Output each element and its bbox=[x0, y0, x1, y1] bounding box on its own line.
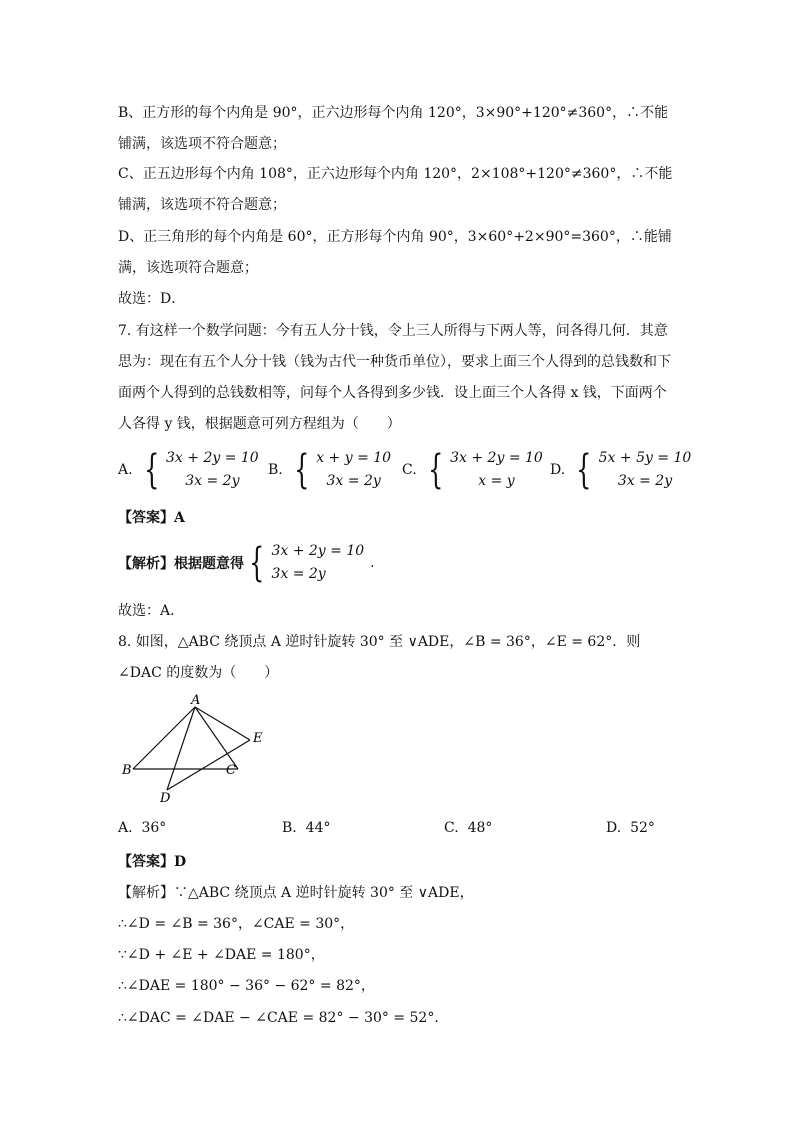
q8-option-c bbox=[444, 820, 492, 836]
brace-icon: { bbox=[293, 447, 310, 493]
option-label: B. bbox=[282, 820, 297, 836]
option-label: A. bbox=[118, 462, 133, 478]
equation: 3x = 2y bbox=[617, 473, 673, 489]
text-line: 满，该选项符合题意； bbox=[118, 260, 258, 276]
text-line: 铺满，该选项不符合题意； bbox=[118, 136, 286, 152]
text-line: C、正五边形每个内角 108°，正六边形每个内角 120°，2×108°+120°≠360°，∴不能 bbox=[118, 166, 673, 182]
segment-ae bbox=[195, 707, 250, 740]
option-label: C. bbox=[444, 820, 459, 836]
vertex-a-label: A bbox=[191, 693, 201, 708]
q8-analysis-line: ∵∠D + ∠E + ∠DAE = 180°， bbox=[118, 947, 325, 963]
equation: 5x + 5y = 10 bbox=[598, 450, 692, 466]
vertex-c-label: C bbox=[226, 763, 236, 778]
q7-choose: 故选：A． bbox=[118, 603, 185, 619]
option-label: C. bbox=[402, 462, 417, 478]
equation: x + y = 10 bbox=[316, 450, 392, 466]
q8-analysis-line: 【解析】∵△ABC 绕顶点 A 逆时针旋转 30° 至 ∨ADE， bbox=[118, 885, 474, 901]
text-line: 铺满，该选项不符合题意； bbox=[118, 197, 286, 213]
text-line: 故选：D． bbox=[118, 291, 186, 307]
triangle-rotation-figure bbox=[118, 692, 268, 807]
q8-option-b bbox=[282, 820, 330, 836]
option-label: A. bbox=[118, 820, 133, 836]
question-7-text: 面两个人得到的总钱数相等，问每个人各得到多少钱．设上面三个人各得 x 钱，下面两个 bbox=[118, 385, 667, 401]
question-8-text: ∠DAC 的度数为（ ） bbox=[118, 665, 279, 681]
equation: 3x = 2y bbox=[185, 473, 240, 489]
q7-answer: 【答案】A bbox=[118, 510, 185, 526]
segment-ad bbox=[167, 707, 195, 790]
option-label: B. bbox=[268, 462, 283, 478]
equation: 3x = 2y bbox=[271, 566, 326, 582]
equation: 3x + 2y = 10 bbox=[450, 450, 543, 466]
brace-icon: { bbox=[576, 447, 592, 493]
option-label: D. bbox=[550, 462, 566, 478]
q8-option-d bbox=[606, 820, 655, 836]
question-7-text: 人各得 y 钱，根据题意可列方程组为（ ） bbox=[118, 416, 401, 432]
option-value: 48° bbox=[467, 820, 493, 836]
q7-option-a bbox=[118, 447, 259, 493]
q7-option-b bbox=[268, 447, 391, 493]
vertex-e-label: E bbox=[253, 731, 263, 746]
option-value: 52° bbox=[630, 820, 655, 836]
vertex-b-label: B bbox=[122, 763, 132, 778]
q8-analysis-line: ∴∠DAC = ∠DAE − ∠CAE = 82° − 30° = 52°． bbox=[118, 1010, 449, 1026]
segment-ab bbox=[133, 707, 195, 769]
equation: 3x + 2y = 10 bbox=[271, 543, 365, 559]
question-8-text: 8. 如图，△ABC 绕顶点 A 逆时针旋转 30° 至 ∨ADE，∠B = 36°，∠E = 62°．则 bbox=[118, 634, 641, 650]
analysis-prefix: 【解析】根据题意得 bbox=[118, 556, 244, 572]
q8-option-a bbox=[118, 820, 166, 836]
q7-option-c bbox=[402, 447, 543, 493]
vertex-d-label: D bbox=[160, 791, 171, 806]
text-line: B、正方形的每个内角是 90°，正六边形每个内角 120°，3×90°+120°≠360°，∴不能 bbox=[118, 105, 669, 121]
option-value: 44° bbox=[305, 820, 331, 836]
segment-de bbox=[167, 740, 250, 790]
analysis-suffix: . bbox=[370, 555, 375, 571]
equation: 3x + 2y = 10 bbox=[166, 450, 259, 466]
q8-analysis-line: ∴∠D = ∠B = 36°，∠CAE = 30°， bbox=[118, 916, 355, 932]
q7-option-d bbox=[550, 447, 691, 493]
q7-analysis bbox=[118, 540, 375, 586]
brace-icon: { bbox=[143, 447, 159, 493]
equation: 3x = 2y bbox=[326, 473, 381, 489]
option-value: 36° bbox=[141, 820, 167, 836]
option-label: D. bbox=[606, 820, 622, 836]
equation: x = y bbox=[478, 473, 515, 489]
brace-icon: { bbox=[249, 540, 265, 586]
text-line: D、正三角形的每个内角是 60°，正方形每个内角 90°，3×60°+2×90°=360°，∴能铺 bbox=[118, 229, 672, 245]
q8-answer: 【答案】D bbox=[118, 854, 187, 870]
question-7-text: 7. 有这样一个数学问题：今有五人分十钱，令上三人所得与下两人等，问各得几何．其意 bbox=[118, 323, 668, 339]
q8-analysis-line: ∴∠DAE = 180° − 36° − 62° = 82°， bbox=[118, 978, 375, 994]
brace-icon: { bbox=[427, 447, 444, 493]
question-7-text: 思为：现在有五个人分十钱（钱为古代一种货币单位），要求上面三个人得到的总钱数和下 bbox=[118, 354, 671, 370]
